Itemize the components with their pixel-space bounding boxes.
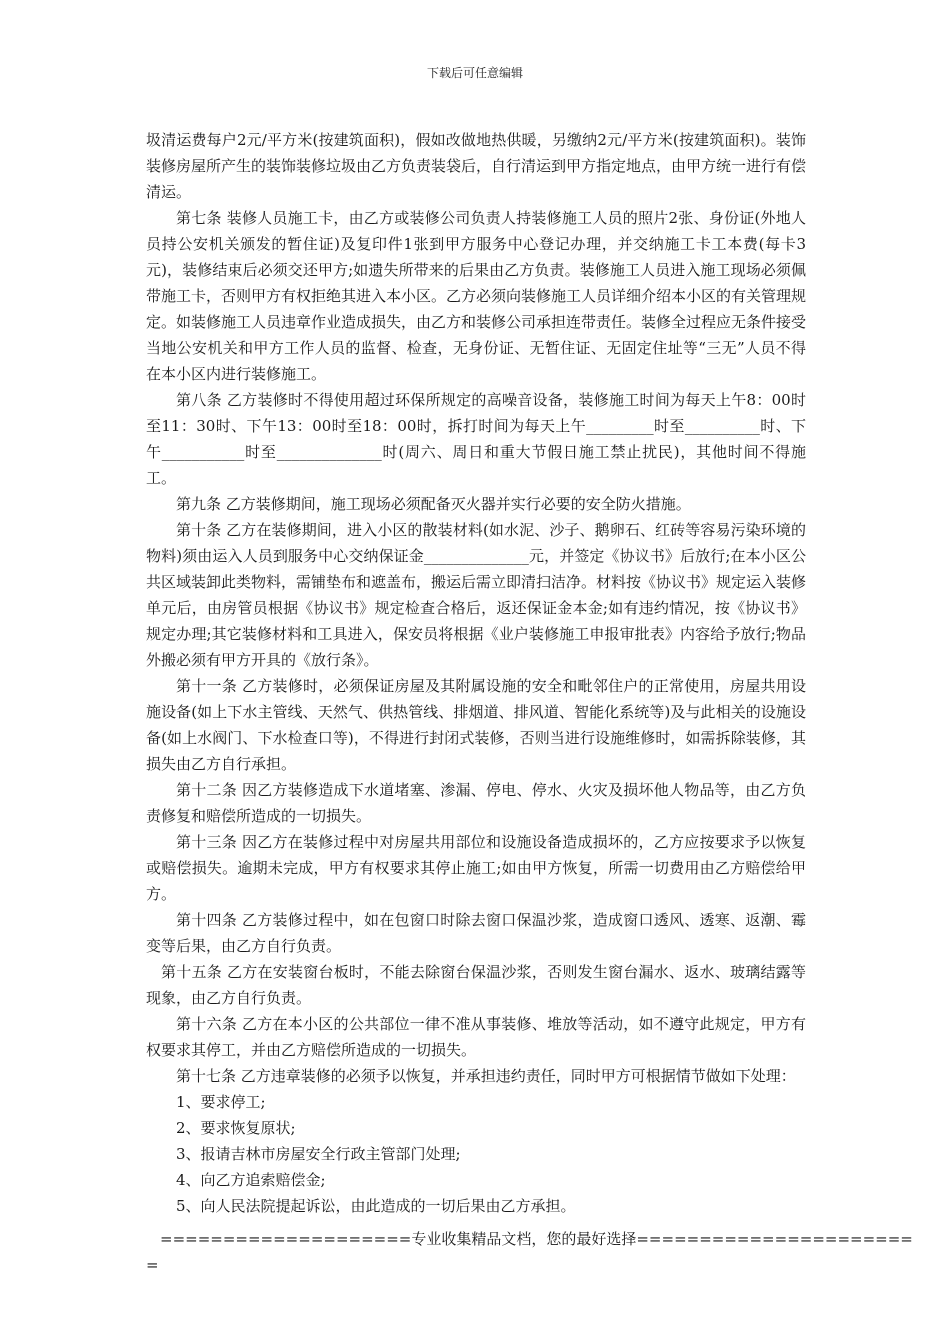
clause-17: 第十七条 乙方违章装修的必须予以恢复，并承担违约责任，同时甲方可根据情节做如下处理： — [176, 1067, 796, 1085]
list-item: 4、向乙方追索赔偿金; — [176, 1171, 326, 1189]
clause-12: 第十二条 因乙方装修造成下水道堵塞、渗漏、停电、停水、火灾及损坏他人物品等，由乙方负责修复和赔偿所造成的一切损失。 — [146, 781, 806, 825]
clause-15: 第十五条 乙方在安装窗台板时，不能去除窗台保温沙浆，否则发生窗台漏水、返水、玻璃结露等现象，由乙方自行负责。 — [146, 963, 806, 1007]
footer-banner-tail: = — [146, 1256, 159, 1274]
list-item: 1、要求停工; — [176, 1093, 266, 1111]
page-footer — [146, 1226, 913, 1278]
list-item: 3、报请吉林市房屋安全行政主管部门处理; — [176, 1145, 461, 1163]
clause-13: 第十三条 因乙方在装修过程中对房屋共用部位和设施设备造成损坏的，乙方应按要求予以恢复或赔偿损失。逾期未完成，甲方有权要求其停止施工;如由甲方恢复，所需一切费用由乙方赔偿给甲方。 — [146, 833, 806, 903]
page-header: 下载后可任意编辑 — [426, 66, 523, 80]
clause-10: 第十条 乙方在装修期间，进入小区的散装材料(如水泥、沙子、鹅卵石、红砖等容易污染环境的物料)须由运入人员到服务中心交纳保证金______________元，并签定《协议书》后放行;在本小区公共区域装卸此类物料，需铺垫布和遮盖布，搬运后需立即清扫洁净。材料按《协议书》规定运入装修单元后，由房管员根据《协议书》规定检查合格后，返还保证金本金;如有违约情况，按《协议书》规定办理;其它装修材料和工具进入，保安员将根据《业户装修施工申报审批表》内容给予放行;物品外搬必须有甲方开具的《放行条》。 — [146, 521, 807, 669]
clause-14: 第十四条 乙方装修过程中，如在包窗口时除去窗口保温沙浆，造成窗口透风、透寒、返潮、霉变等后果，由乙方自行负责。 — [146, 911, 806, 955]
clause-11: 第十一条 乙方装修时，必须保证房屋及其附属设施的安全和毗邻住户的正常使用，房屋共用设施设备(如上下水主管线、天然气、供热管线、排烟道、排风道、智能化系统等)及与此相关的设施设备(如上水阀门、下水检查口等)，不得进行封闭式装修，否则当进行设施维修时，如需拆除装修，其损失由乙方自行承担。 — [146, 677, 806, 773]
document-body — [146, 127, 806, 1219]
clause-7: 第七条 装修人员施工卡，由乙方或装修公司负责人持装修施工人员的照片2张、身份证(外地人员持公安机关颁发的暂住证)及复印件1张到甲方服务中心登记办理，并交纳施工卡工本费(每卡3元)，装修结束后必须交还甲方;如遗失所带来的后果由乙方负责。装修施工人员进入施工现场必须佩带施工卡，否则甲方有权拒绝其进入本小区。乙方必须向装修施工人员详细介绍本小区的有关管理规定。如装修施工人员违章作业造成损失，由乙方和装修公司承担连带责任。装修全过程应无条件接受当地公安机关和甲方工作人员的监督、检查，无身份证、无暂住证、无固定住址等“三无”人员不得在本小区内进行装修施工。 — [146, 209, 807, 383]
list-item: 2、要求恢复原状; — [176, 1119, 296, 1137]
paragraph-continuation: 圾清运费每户2元/平方米(按建筑面积)，假如改做地热供暖，另缴纳2元/平方米(按建筑面积)。装饰装修房屋所产生的装饰装修垃圾由乙方负责装袋后，自行清运到甲方指定地点，由甲方统一进行有偿清运。 — [146, 131, 807, 201]
clause-16: 第十六条 乙方在本小区的公共部位一律不准从事装修、堆放等活动，如不遵守此规定，甲方有权要求其停工，并由乙方赔偿所造成的一切损失。 — [146, 1015, 806, 1059]
clause-8: 第八条 乙方装修时不得使用超过环保所规定的高噪音设备，装修施工时间为每天上午8：00时至11：30时、下午13：00时至18：00时，拆打时间为每天上午_________时至__________时、下午___________时至______________时(周六、周日和重大节假日施工禁止扰民)，其他时间不得施工。 — [146, 391, 806, 487]
clause-9: 第九条 乙方装修期间，施工现场必须配备灭火器并实行必要的安全防火措施。 — [176, 495, 691, 513]
footer-banner: ====================专业收集精品文档，您的最好选择====================== — [160, 1230, 913, 1248]
list-item: 5、向人民法院提起诉讼，由此造成的一切后果由乙方承担。 — [176, 1197, 576, 1215]
